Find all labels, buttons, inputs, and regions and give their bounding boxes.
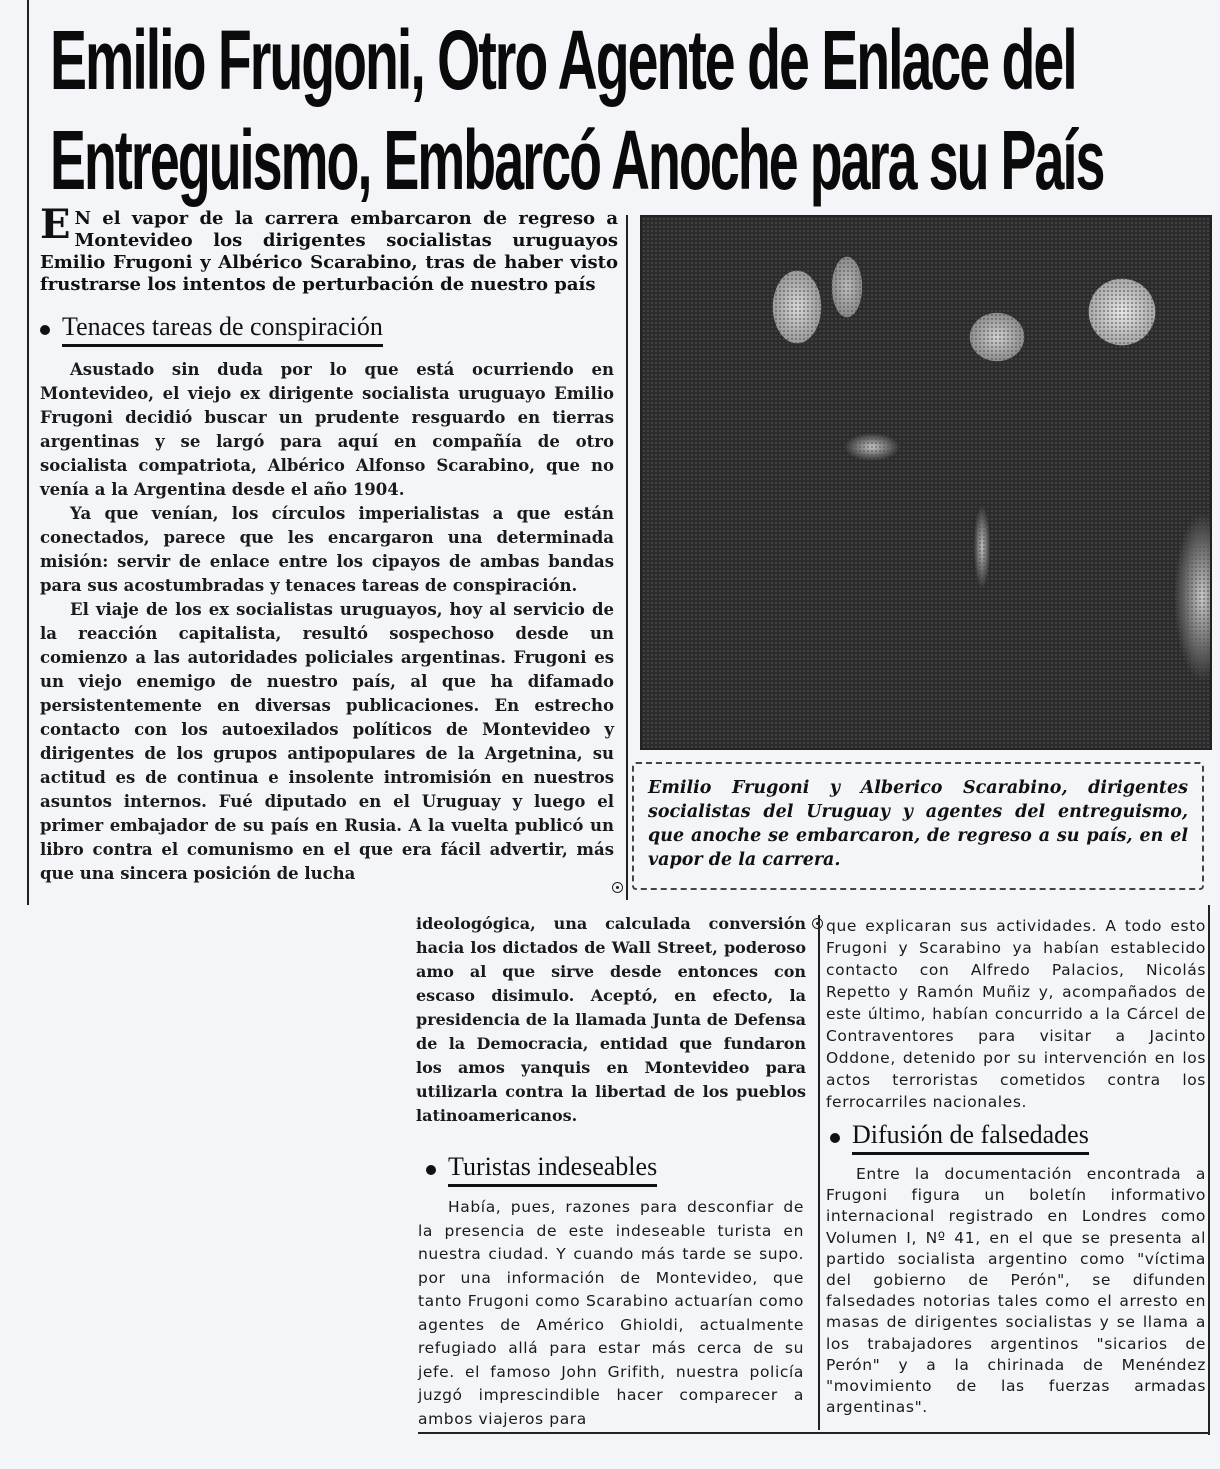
column-rule-right: [1208, 905, 1210, 1435]
drop-cap: E: [40, 201, 71, 248]
column-rule-left: [27, 0, 29, 905]
news-photo: [640, 215, 1212, 750]
lead-paragraph: [40, 201, 618, 296]
continuation-mark-icon: [612, 882, 623, 893]
lead-text: N el vapor de la carrera embarcaron de regreso a Montevideo los dirigentes socialistas uruguayos Emilio Frugoni y Albérico Scarabino, tras de haber visto frustrarse los intentos de perturbación de nuestro país: [40, 208, 618, 295]
halftone-texture: [642, 217, 1210, 748]
section-heading-falsedades: [830, 1120, 1089, 1155]
paragraph: Ya que venían, los círculos imperialistas a que están conectados, parece que les encargaron una determinada misión: servir de enlace entre los cipayos de ambas bandas para sus acostumbradas y tenaces tareas de conspiración.: [40, 504, 614, 595]
column-rule: [818, 915, 820, 1430]
section-heading-text: Difusión de falsedades: [852, 1120, 1089, 1155]
headline-line-2: Entreguismo, Embarcó Anoche para su País: [50, 113, 1104, 207]
section-heading-conspiracion: [40, 312, 383, 347]
paragraph: que explicaran sus actividades. A todo esto Frugoni y Scarabino ya habían establecido contacto con Alfredo Palacios, Nicolás Repetto y Ramón Muñiz y, acompañados de este último, habían concurrido a la Cárcel de Contraventores para visitar a Jacinto Oddone, detenido por su intervención en los actos terroristas cometidos contra los ferrocarriles nacionales.: [826, 917, 1206, 1111]
section-heading-text: Turistas indeseables: [448, 1152, 657, 1187]
article-column-2: [416, 912, 806, 1128]
paragraph: Había, pues, razones para desconfiar de la presencia de este indeseable turista en nuestra ciudad. Y cuando más tarde se supo. por una información de Montevideo, que tanto Frugoni como Scarabino actuarían como agentes de Américo Ghioldi, actualmente refugiado allá para estar más cerca de su jefe. el famoso John Grifith, nuestra policía juzgó imprescindible hacer comparecer a ambos viajeros para: [418, 1198, 804, 1428]
paragraph: El viaje de los ex socialistas uruguayos, hoy al servicio de la reacción capitalista, resultó sospechoso desde un comienzo a las autoridades policiales argentinas. Frugoni es un viejo enemigo de nuestro país, al que ha difamado persistentemente en diversas publicaciones. En estrecho contacto con los autoexilados políticos de Montevideo y dirigentes de los grupos antipopulares de la Argetnina, su actitud es de continua e insolente intromisión en nuestros asuntos internos. Fué diputado en el Uruguay y luego el primer embajador de su país en Rusia. A la vuelta publicó un libro contra el comunismo en el que era fácil advertir, más que una sincera posición de lucha: [40, 600, 614, 883]
article-column-2-continued: [418, 1196, 804, 1431]
article-column-3-continued: [826, 1164, 1206, 1418]
column-rule: [626, 215, 628, 900]
paragraph: Entre la documentación encontrada a Frugoni figura un boletín informativo internacional registrado en Londres como Volumen I, Nº 41, en el que se presenta al partido socialista argentino como "víctima del gobierno de Perón", se difunden falsedades notorias tales como el arresto en masas de dirigentes socialistas y se llama a los trabajadores argentinos "sicarios de Perón" y a la chirinada de Menéndez "movimiento de las fuerzas armadas argentinas".: [826, 1165, 1206, 1417]
section-heading-turistas: [426, 1152, 657, 1187]
photo-caption: Emilio Frugoni y Alberico Scarabino, dirigentes socialistas del Uruguay y agentes del entreguismo, que anoche se embarcaron, de regreso a su país, en el vapor de la carrera.: [632, 762, 1204, 890]
section-heading-text: Tenaces tareas de conspiración: [62, 312, 383, 347]
headline-line-1: Emilio Frugoni, Otro Agente de Enlace del: [50, 13, 1076, 107]
article-column-1: [40, 358, 614, 886]
bottom-rule: [418, 1432, 1210, 1434]
bullet-icon: [426, 1165, 436, 1175]
bullet-icon: [40, 325, 50, 335]
bullet-icon: [830, 1133, 840, 1143]
paragraph: Asustado sin duda por lo que está ocurriendo en Montevideo, el viejo ex dirigente socialista uruguayo Emilio Frugoni decidió buscar un prudente resguardo en tierras argentinas y se largó para aquí en compañía de otro socialista compatriota, Albérico Alfonso Scarabino, que no venía a la Argentina desde el año 1904.: [40, 360, 614, 499]
article-column-3: [826, 915, 1206, 1113]
paragraph: ideologógica, una calculada conversión hacia los dictados de Wall Street, poderoso amo al que sirve desde entonces con escaso disimulo. Aceptó, en efecto, la presidencia de la llamada Junta de Defensa de la Democracia, entidad que fundaron los amos yanquis en Montevideo para utilizarla contra la libertad de los pueblos latinoamericanos.: [416, 914, 806, 1125]
